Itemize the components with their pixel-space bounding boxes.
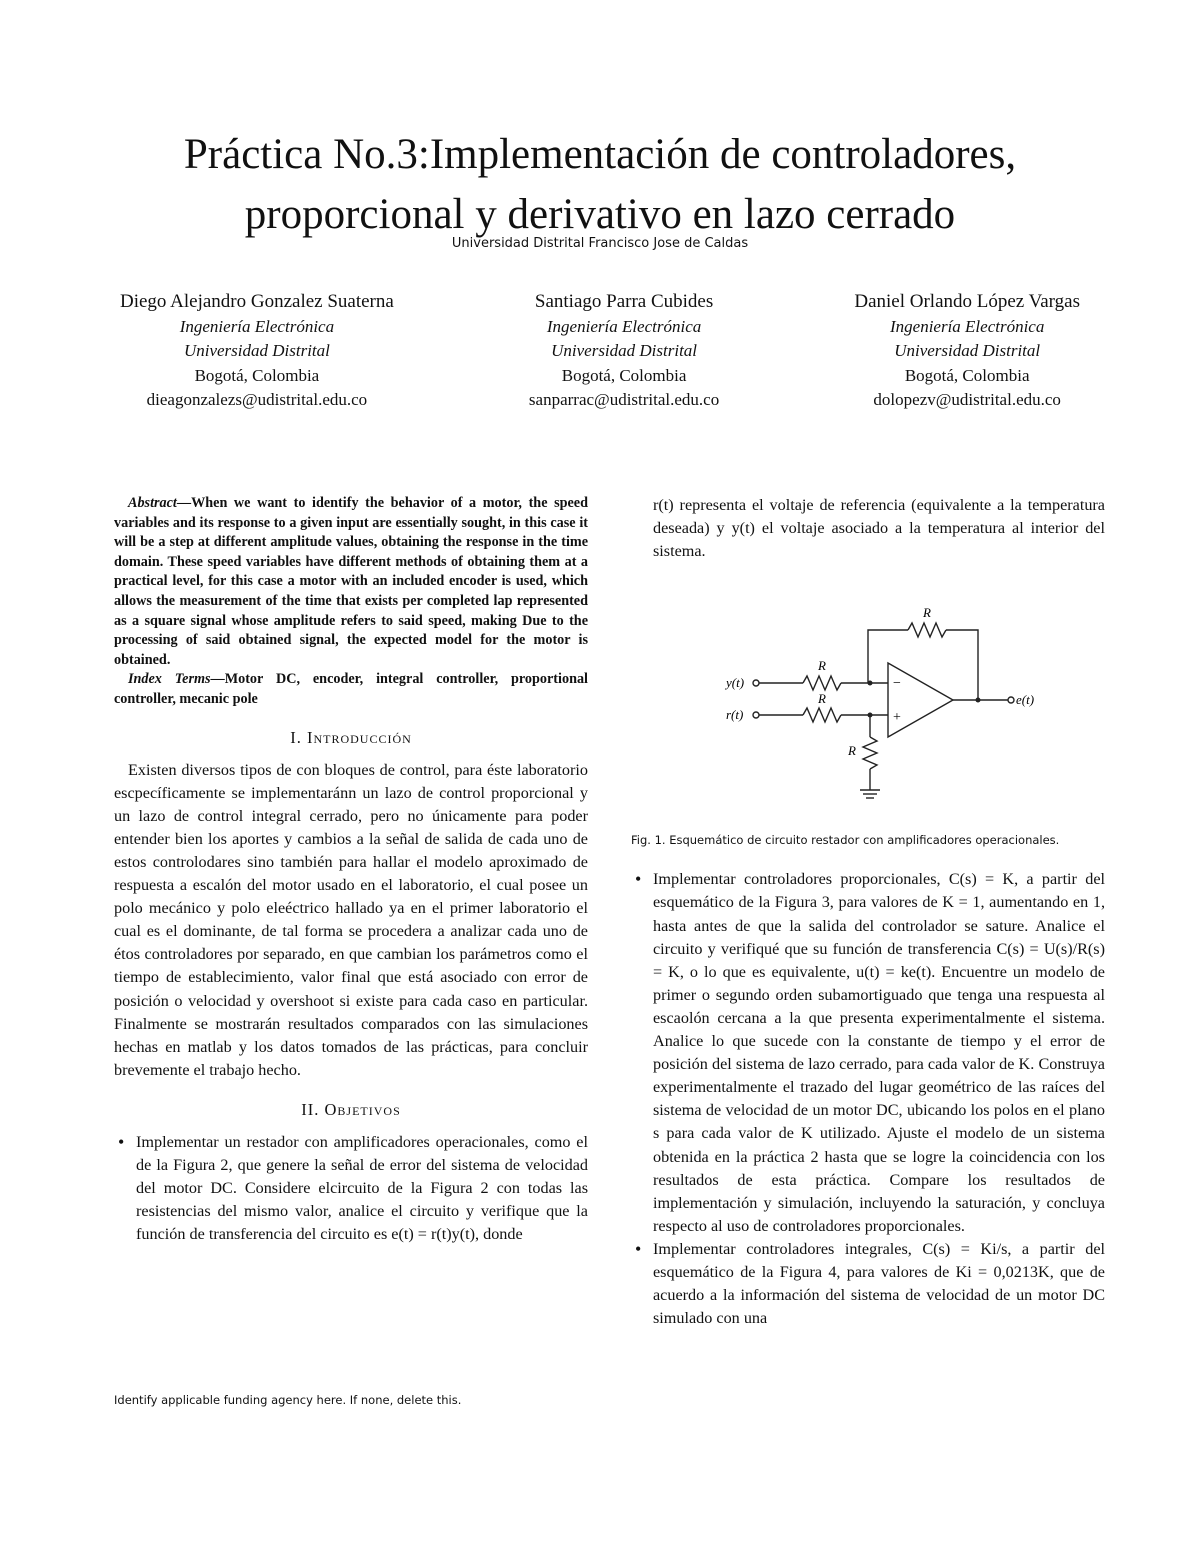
objectives-list: [114, 1131, 588, 1246]
label-input-y: y(t): [726, 675, 745, 691]
abstract: [114, 494, 588, 710]
label-output-e: e(t): [1016, 692, 1035, 708]
label-r-feedback: R: [923, 605, 931, 621]
abstract-lead: Abstract: [128, 495, 177, 511]
label-r-input1: R: [818, 658, 826, 674]
author-org: Universidad Distrital: [551, 341, 698, 360]
label-r-input2: R: [818, 691, 826, 707]
author-3: [854, 290, 1080, 413]
author-city: Bogotá, Colombia: [194, 365, 320, 385]
author-name: Santiago Parra Cubides: [534, 291, 714, 312]
author-email: sanparrac@udistrital.edu.co: [528, 390, 720, 409]
right-column: [631, 494, 1105, 1330]
author-org: Universidad Distrital: [183, 341, 330, 360]
author-org: Universidad Distrital: [894, 341, 1041, 360]
objective-continuation: r(t) representa el voltaje de referencia (equivalente a la temperatura deseada) y y(t) el voltaje asociado a la temperatura al interior del sistema.: [653, 496, 1105, 561]
paper-title: [0, 125, 1200, 245]
author-name: Daniel Orlando López Vargas: [854, 291, 1080, 312]
author-dept: Ingeniería Electrónica: [889, 316, 1045, 336]
label-input-r: r(t): [726, 707, 744, 723]
author-name: Diego Alejandro Gonzalez Suaterna: [120, 291, 394, 312]
label-plus: +: [893, 710, 901, 726]
title-line-2: proporcional y derivativo en lazo cerrado: [244, 190, 956, 238]
author-2: [529, 290, 719, 413]
affiliation: Universidad Distrital Francisco Jose de Caldas: [451, 236, 749, 251]
author-1: [120, 290, 394, 413]
index-terms-lead: Index Terms: [128, 671, 211, 688]
intro-paragraph: Existen diversos tipos de con bloques de control, para éste laboratorio escpecíficamente se implementaránn un lazo de control proporcional y un lazo de control integral cerrado, pero no únicamente para poder entender bien los aportes y cambios a la señal de salida de cada uno de estos controlodares sino también para hallar el modelo aproximado de respuesta a escalón del motor usado en el laboratorio, el cual posee un polo mecánico y polo eleéctrico hallado ya en el primer laboratorio el cual es el dominante, de tal forma se procedera a analizar cada uno de étos controladores por separado, en que cambian los parámetros como el tiempo de establecimiento, valor final que está asociado con error de posición o velocidad y overshoot si existe para cada caso en particular. Finalmente se mostrarán resultados comparados con las simulaciones hechas en matlab y los datos tomados de las prácticas, para concluir brevemente el trabajo hecho.: [114, 760, 588, 1079]
figure-caption: Fig. 1. Esquemático de circuito restador con amplificadores operacionales.: [631, 833, 1060, 848]
abstract-text: —When we want to identify the behavior of a motor, the speed variables and its response to a given input are essentially sought, in this case it will be a step at different amplitude values, obtaining the response in the time domain. These speed variables have different methods of obtaining them at a practical level, for this case a motor with an included encoder is used, which allows the measurement of the time that exists per completed lap represented as a square signal whose amplitude refers to said speed, making Due to the processing of said obtained signal, the expected model for the motor is obtained.: [114, 495, 588, 668]
section-heading-objectives: II. Objetivos: [301, 1099, 401, 1119]
author-email: dolopezv@udistrital.edu.co: [873, 390, 1061, 409]
left-column: [114, 494, 588, 1247]
index-terms-text: —Motor DC, encoder, integral controller, proportional controller, mecanic pole: [114, 671, 588, 707]
objectives-list-continued: [631, 868, 1105, 1330]
author-dept: Ingeniería Electrónica: [546, 316, 702, 336]
title-line-1: Práctica No.3:Implementación de controladores,: [183, 130, 1017, 178]
author-city: Bogotá, Colombia: [561, 365, 687, 385]
footnote: Identify applicable funding agency here. If none, delete this.: [114, 1393, 462, 1407]
list-item: • Implementar controladores proporcionales, C(s) = K, a partir del esquemático de la Figura 3, para valores de K = 1, aumentando en 1, hasta antes de que la salida del controlador se sature. Analice el circuito y verifiqué que su función de transferencia C(s) = U(s)/R(s) = K, o lo que es equivalente, u(t) = ke(t). Encuentre un modelo de primer o segundo orden subamortiguado que tenga una respuesta al escaolón cercana a la que presenta experimentalmente el sistema. Analice lo que sucede con la constante de tiempo y el error de posición del sistema de lazo cerrado, para cada valor de K. Construya experimentalmente el trazado del lugar geométrico de las raíces del sistema de velocidad de un motor DC, ubicando los polos en el plano s para cada valor de K utilizado. Ajuste el modelo de un sistema obtenida en la práctica 2 hasta que se logre la coincidencia con los resultados de esta práctica. Compare los resultados de implementación y simulación, incluyendo la saturación, y concluya respecto al uso de controladores proporcionales.: [653, 868, 1105, 1238]
circuit-figure: [648, 575, 1088, 815]
author-dept: Ingeniería Electrónica: [179, 316, 335, 336]
label-minus: −: [893, 676, 901, 692]
section-heading-intro: I. Introducción: [290, 727, 412, 747]
author-email: dieagonzalezs@udistrital.edu.co: [146, 390, 368, 409]
label-r-ground: R: [848, 743, 856, 759]
list-item: • Implementar un restador con amplificadores operacionales, como el de la Figura 2, que genere la señal de error del sistema de velocidad del motor DC. Considere elcircuito de la Figura 2 con todas las resistencias del mismo valor, analice el circuito y verifique que la función de transferencia del circuito es e(t) = r(t)y(t), donde: [136, 1131, 588, 1246]
author-block: [120, 290, 1080, 413]
list-item: • Implementar controladores integrales, C(s) = Ki/s, a partir del esquemático de la Figura 4, para valores de Ki = 0,0213K, que de acuerdo a la información del sistema de velocidad de un motor DC simulado con una: [653, 1238, 1105, 1330]
author-city: Bogotá, Colombia: [904, 365, 1030, 385]
subtractor-circuit-diagram: [648, 575, 1088, 815]
